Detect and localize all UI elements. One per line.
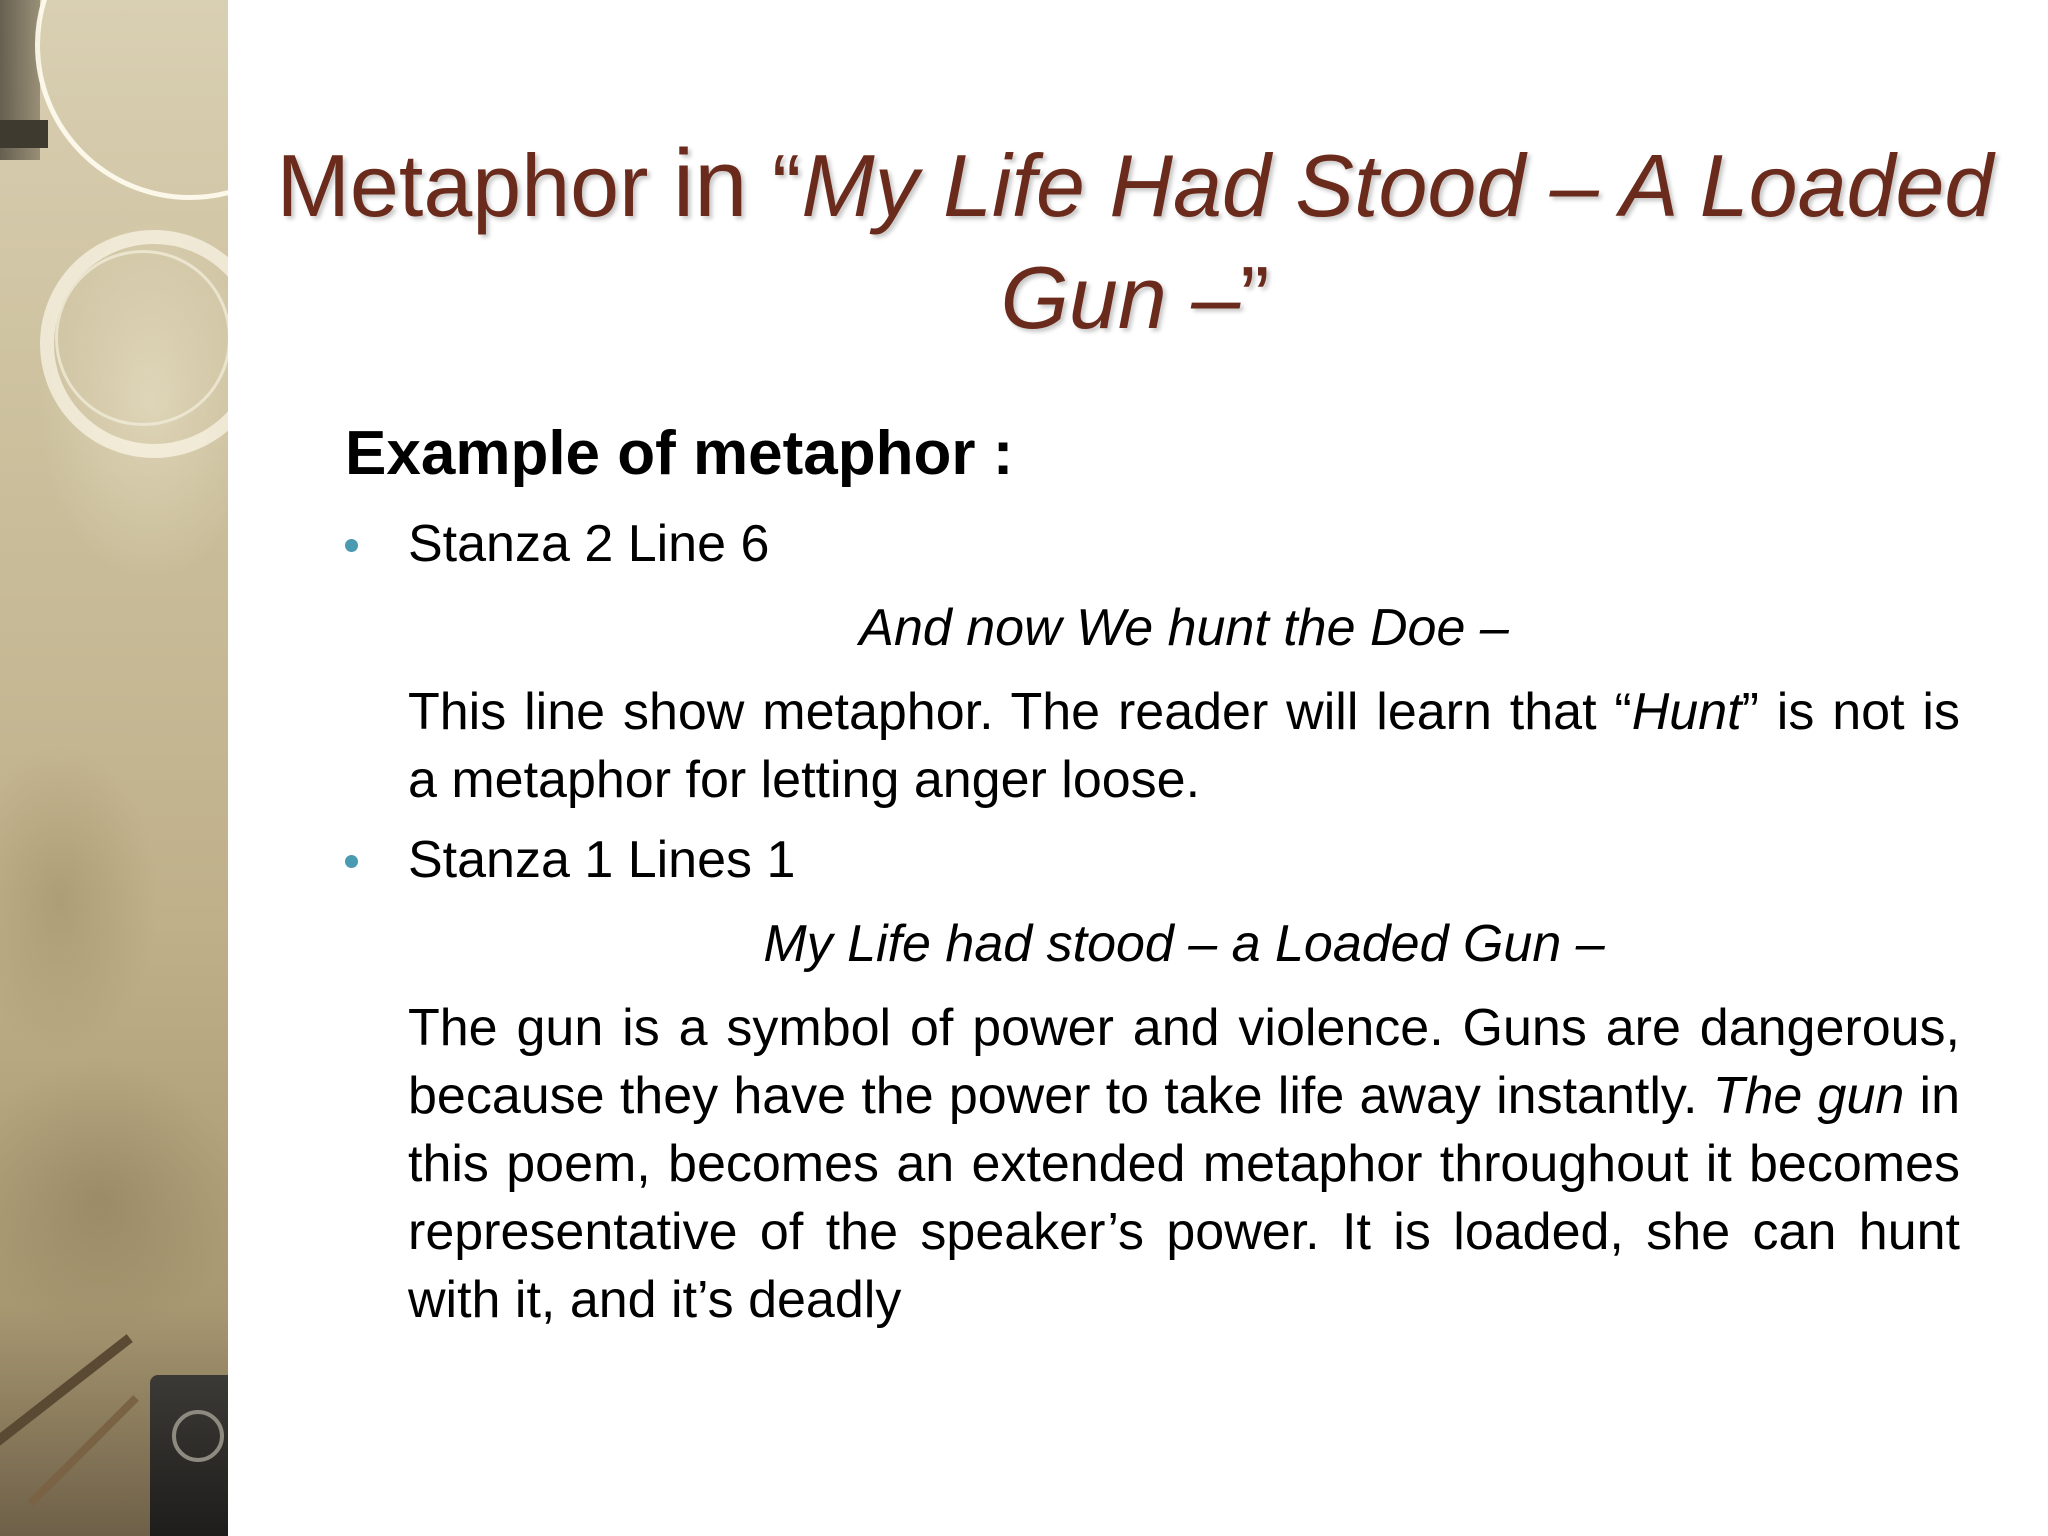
explanation-text: ” is not is a metaphor for letting anger loose. [408, 683, 1960, 809]
title-poem-name: My Life Had Stood – A Loaded Gun – [801, 136, 1994, 347]
explanation-text: This line show metaphor. The reader will learn that “ [408, 683, 1632, 741]
explanation-text: The gun is a symbol of power and violence. Guns are dangerous, because they have the power to take life away instantly. [408, 999, 1960, 1125]
slide-title [240, 128, 2030, 354]
section-heading: Example of metaphor : [345, 419, 1014, 488]
explanation-paragraph [345, 678, 1960, 814]
title-open-quote: “ [747, 136, 802, 235]
explanation-emphasis: Hunt [1631, 683, 1742, 741]
bullet-label: Stanza 2 Line 6 [408, 515, 770, 573]
poem-quote: My Life had stood – a Loaded Gun – [763, 915, 1605, 973]
explanation-paragraph [345, 994, 1960, 1334]
ring-decoration [55, 250, 228, 426]
pen-decoration [0, 1334, 133, 1459]
pen-decoration [27, 1395, 139, 1507]
title-text: Metaphor [276, 136, 673, 235]
bullet-item [345, 826, 1960, 894]
bullet-item [345, 510, 1960, 578]
bullet-label: Stanza 1 Lines 1 [408, 831, 796, 889]
title-close-quote: ” [1240, 248, 1270, 347]
ring-decoration [35, 0, 228, 200]
bullet-dot-icon [345, 855, 358, 868]
decorative-side-strip [0, 0, 228, 1536]
explanation-emphasis: The gun [1712, 1067, 1905, 1125]
title-text: in [672, 130, 748, 237]
radio-dial-decoration [172, 1410, 224, 1462]
explanation-text: in this poem, becomes an extended metaphor throughout it becomes representative of the speaker’s power. It is loaded, she can hunt with it, and it’s deadly [408, 1067, 1960, 1329]
slide-body [345, 410, 1960, 1334]
poem-quote: And now We hunt the Doe – [859, 599, 1509, 657]
lamp-clip-decoration [0, 120, 48, 148]
bullet-dot-icon [345, 539, 358, 552]
